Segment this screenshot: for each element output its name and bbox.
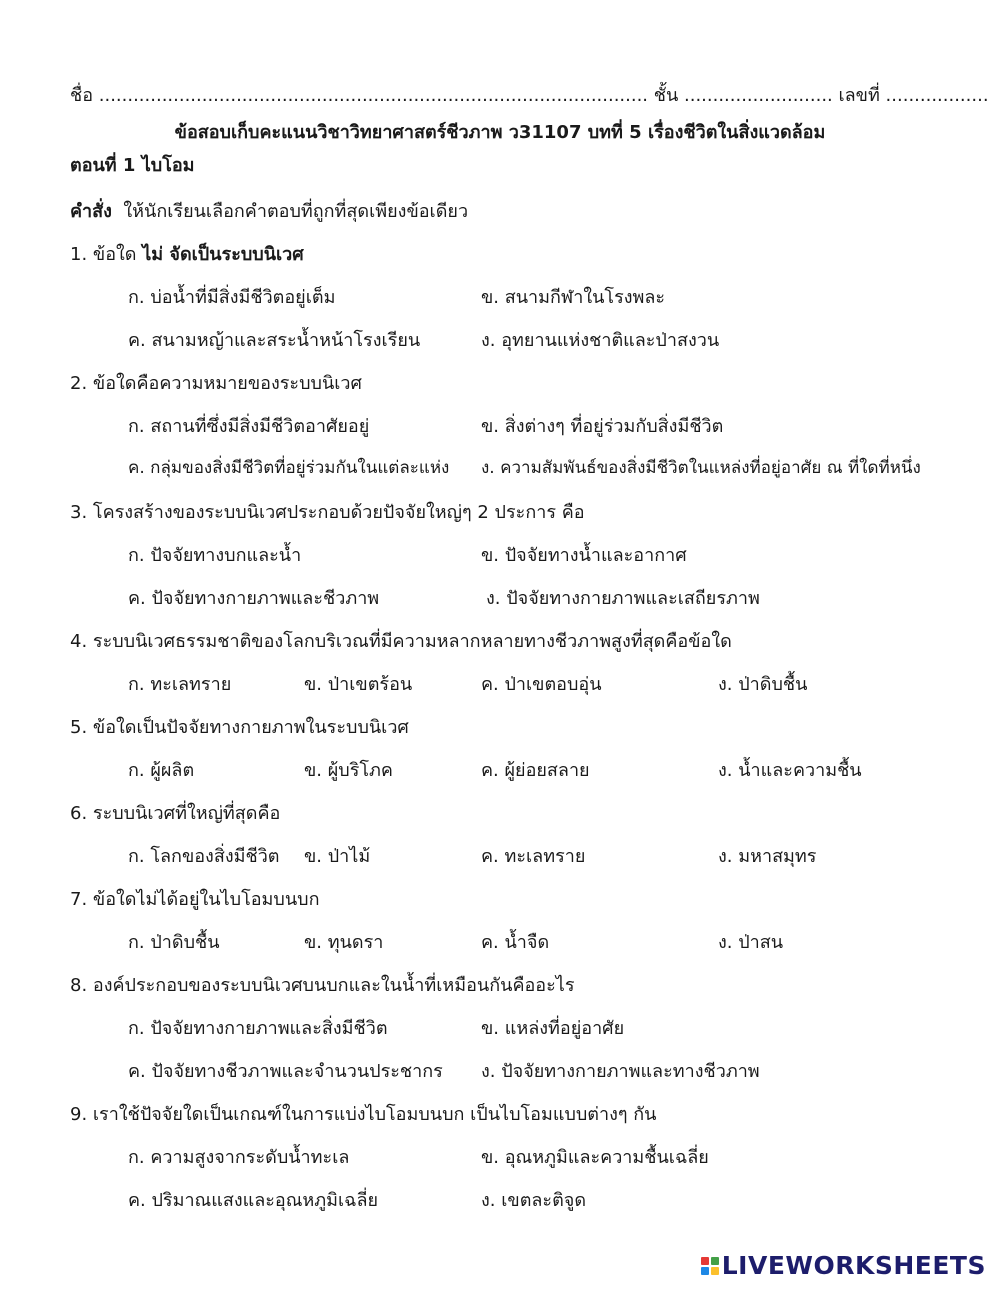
question-6-text: 6. ระบบนิเวศที่ใหญ่ที่สุดคือ <box>70 803 281 824</box>
q2-option-b[interactable]: ข. สิ่งต่างๆ ที่อยู่ร่วมกับสิ่งมีชีวิต <box>481 416 724 437</box>
q4-option-d[interactable]: ง. ป่าดิบชื้น <box>718 674 808 695</box>
q4-option-a[interactable]: ก. ทะเลทราย <box>128 674 232 695</box>
q5-option-b[interactable]: ข. ผู้บริโภค <box>304 760 393 781</box>
q8-option-d[interactable]: ง. ปัจจัยทางกายภาพและทางชีวภาพ <box>481 1061 760 1082</box>
q7-option-b[interactable]: ข. ทุนดรา <box>304 932 384 953</box>
question-1-emphasis: ไม่ จัดเป็นระบบนิเวศ <box>142 244 304 265</box>
q1-option-d[interactable]: ง. อุทยานแห่งชาติและป่าสงวน <box>481 330 720 351</box>
q3-option-d[interactable]: ง. ปัจจัยทางกายภาพและเสถียรภาพ <box>486 588 760 609</box>
instruction-text: ให้นักเรียนเลือกคำตอบที่ถูกที่สุดเพียงข้อเดียว <box>123 201 469 222</box>
q6-option-a[interactable]: ก. โลกของสิ่งมีชีวิต <box>128 846 280 867</box>
q2-option-d[interactable]: ง. ความสัมพันธ์ของสิ่งมีชีวิตในแหล่งที่อยู่อาศัย ณ ที่ใดที่หนึ่ง <box>481 458 921 478</box>
q4-option-b[interactable]: ข. ป่าเขตร้อน <box>304 674 413 695</box>
q7-option-c[interactable]: ค. น้ำจืด <box>481 932 550 953</box>
q1-option-c[interactable]: ค. สนามหญ้าและสระน้ำหน้าโรงเรียน <box>128 330 421 351</box>
liveworksheets-logo <box>701 1251 986 1280</box>
q8-option-b[interactable]: ข. แหล่งที่อยู่อาศัย <box>481 1018 625 1039</box>
q3-option-b[interactable]: ข. ปัจจัยทางน้ำและอากาศ <box>481 545 687 566</box>
question-2-text: 2. ข้อใดคือความหมายของระบบนิเวศ <box>70 373 362 394</box>
q6-option-c[interactable]: ค. ทะเลทราย <box>481 846 586 867</box>
q7-option-a[interactable]: ก. ป่าดิบชื้น <box>128 932 220 953</box>
q1-option-a[interactable]: ก. บ่อน้ำที่มีสิ่งมีชีวิตอยู่เต็ม <box>128 287 336 308</box>
q9-option-c[interactable]: ค. ปริมาณแสงและอุณหภูมิเฉลี่ย <box>128 1190 379 1211</box>
q4-option-c[interactable]: ค. ป่าเขตอบอุ่น <box>481 674 602 695</box>
q9-option-d[interactable]: ง. เขตละติจูด <box>481 1190 587 1211</box>
question-1 <box>70 239 304 268</box>
question-4-text: 4. ระบบนิเวศธรรมชาติของโลกบริเวณที่มีความหลากหลายทางชีวภาพสูงที่สุดคือข้อใด <box>70 631 732 652</box>
part-heading: ตอนที่ 1 ไบโอม <box>70 155 195 176</box>
q5-option-a[interactable]: ก. ผู้ผลิต <box>128 760 195 781</box>
q1-option-b[interactable]: ข. สนามกีฬาในโรงพละ <box>481 287 666 308</box>
question-7-text: 7. ข้อใดไม่ได้อยู่ในไบโอมบนบก <box>70 889 320 910</box>
name-class-number-line: ชื่อ ................................................................................................ ชั้น .......................... เลขที่ .................. <box>70 85 989 106</box>
question-8-text: 8. องค์ประกอบของระบบนิเวศบนบกและในน้ำที่เหมือนกันคืออะไร <box>70 975 575 996</box>
q3-option-a[interactable]: ก. ปัจจัยทางบกและน้ำ <box>128 545 302 566</box>
question-9-text: 9. เราใช้ปัจจัยใดเป็นเกณฑ์ในการแบ่งไบโอมบนบก เป็นไบโอมแบบต่างๆ กัน <box>70 1104 657 1125</box>
exam-title: ข้อสอบเก็บคะแนนวิชาวิทยาศาสตร์ชีวภาพ ว31107 บทที่ 5 เรื่องชีวิตในสิ่งแวดล้อม <box>174 122 826 143</box>
q8-option-c[interactable]: ค. ปัจจัยทางชีวภาพและจำนวนประชากร <box>128 1061 443 1082</box>
q9-option-a[interactable]: ก. ความสูงจากระดับน้ำทะเล <box>128 1147 350 1168</box>
instruction-label: คำสั่ง <box>70 201 112 222</box>
q3-option-c[interactable]: ค. ปัจจัยทางกายภาพและชีวภาพ <box>128 588 380 609</box>
logo-mark-icon <box>701 1257 719 1275</box>
question-5-text: 5. ข้อใดเป็นปัจจัยทางกายภาพในระบบนิเวศ <box>70 717 409 738</box>
q8-option-a[interactable]: ก. ปัจจัยทางกายภาพและสิ่งมีชีวิต <box>128 1018 388 1039</box>
q9-option-b[interactable]: ข. อุณหภูมิและความชื้นเฉลี่ย <box>481 1147 709 1168</box>
q2-option-c[interactable]: ค. กลุ่มของสิ่งมีชีวิตที่อยู่ร่วมกันในแต่ละแห่ง <box>128 458 450 478</box>
q5-option-c[interactable]: ค. ผู้ย่อยสลาย <box>481 760 590 781</box>
q6-option-b[interactable]: ข. ป่าไม้ <box>304 846 371 867</box>
q7-option-d[interactable]: ง. ป่าสน <box>718 932 784 953</box>
question-1-text: 1. ข้อใด <box>70 244 143 265</box>
q6-option-d[interactable]: ง. มหาสมุทร <box>718 846 817 867</box>
instruction <box>70 196 468 225</box>
logo-text: LIVEWORKSHEETS <box>721 1251 986 1280</box>
q2-option-a[interactable]: ก. สถานที่ซึ่งมีสิ่งมีชีวิตอาศัยอยู่ <box>128 416 370 437</box>
question-3-text: 3. โครงสร้างของระบบนิเวศประกอบด้วยปัจจัยใหญ่ๆ 2 ประการ คือ <box>70 502 585 523</box>
q5-option-d[interactable]: ง. น้ำและความชื้น <box>718 760 862 781</box>
